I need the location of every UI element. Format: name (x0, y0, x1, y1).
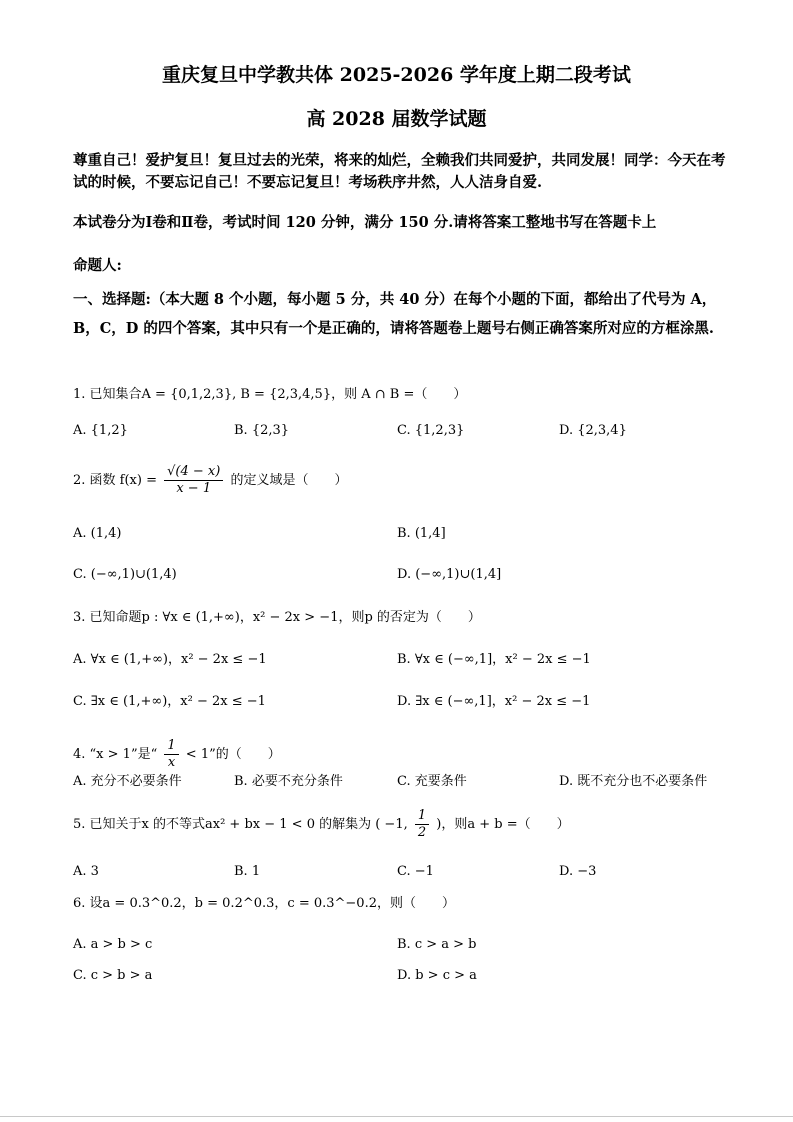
question-2-stem-post: 的定义域是（ ） (230, 473, 348, 488)
question-5-option-c: C. −1 (397, 864, 434, 879)
question-2-stem-pre: 2. 函数 f(x) = (73, 473, 157, 488)
fraction-denominator: x (167, 755, 176, 770)
question-4-option-b: B. 必要不充分条件 (234, 774, 343, 789)
question-6-option-d: D. b > c > a (397, 968, 477, 983)
section-header: 一、选择题:（本大题 8 个小题，每小题 5 分，共 40 分）在每个小题的下面，都给出了代号为 A，B，C，D 的四个答案，其中只有一个是正确的，请将答题卷上题号右侧正确答案所对应的方框涂黑. (73, 291, 717, 337)
question-3-option-b: B. ∀x ∈ (−∞,1]，x² − 2x ≤ −1 (397, 652, 591, 667)
question-2-fraction (164, 464, 223, 497)
fraction-denominator: 2 (417, 825, 427, 840)
question-2-option-d: D. (−∞,1)∪(1,4] (397, 567, 502, 582)
question-4-option-d: D. 既不充分也不必要条件 (559, 774, 708, 789)
fraction-denominator: x − 1 (176, 481, 212, 496)
question-6-option-a: A. a > b > c (73, 937, 153, 952)
question-1-option-d: D. {2,3,4} (559, 423, 627, 438)
intro-instructions: 本试卷分为Ⅰ卷和Ⅱ卷，考试时间 120 分钟，满分 150 分.请将答案工整地书写在答题卡上 (73, 214, 657, 231)
question-3-stem: 3. 已知命题p : ∀x ∈ (1,+∞)，x² − 2x > −1，则p 的否定为（ ） (73, 610, 481, 625)
question-3-option-a: A. ∀x ∈ (1,+∞)，x² − 2x ≤ −1 (73, 652, 267, 667)
question-4-option-c: C. 充要条件 (397, 774, 467, 789)
question-1-stem: 1. 已知集合A = {0,1,2,3}, B = {2,3,4,5}，则 A ∩ B =（ ） (73, 387, 467, 402)
question-1-option-c: C. {1,2,3} (397, 423, 465, 438)
question-6-option-b: B. c > a > b (397, 937, 477, 952)
exam-title: 重庆复旦中学教共体 2025-2026 学年度上期二段考试 (162, 64, 631, 86)
question-2-option-a: A. (1,4) (73, 526, 122, 541)
question-4-stem-post: < 1”的（ ） (185, 747, 281, 762)
question-1-option-a: A. {1,2} (73, 423, 128, 438)
question-4-stem (73, 738, 733, 771)
question-5-option-a: A. 3 (73, 864, 99, 879)
question-3-option-c: C. ∃x ∈ (1,+∞)，x² − 2x ≤ −1 (73, 694, 266, 709)
question-5-option-d: D. −3 (559, 864, 597, 879)
intro-motto: 尊重自己！爱护复旦！复旦过去的光荣，将来的灿烂，全赖我们共同爱护，共同发展！同学：今天在考试的时候，不要忘记自己！不要忘记复旦！考场秩序井然，人人洁身自爱. (73, 152, 726, 191)
fraction-numerator: 1 (164, 738, 178, 755)
question-4-option-a: A. 充分不必要条件 (73, 774, 182, 789)
author-label: 命题人: (73, 257, 122, 274)
question-2-option-c: C. (−∞,1)∪(1,4) (73, 567, 177, 582)
fraction-numerator: √(4 − x) (164, 464, 223, 481)
question-2-option-b: B. (1,4] (397, 526, 446, 541)
fraction-numerator: 1 (415, 808, 429, 825)
question-3-option-d: D. ∃x ∈ (−∞,1]，x² − 2x ≤ −1 (397, 694, 591, 709)
question-1-option-b: B. {2,3} (234, 423, 290, 438)
question-5-fraction (415, 808, 429, 841)
exam-subtitle: 高 2028 届数学试题 (306, 108, 487, 130)
question-5-stem-post: )，则a + b =（ ） (436, 817, 570, 832)
question-5-option-b: B. 1 (234, 864, 261, 879)
question-5-stem (73, 808, 733, 841)
question-4-fraction (164, 738, 178, 771)
question-2-stem (73, 464, 733, 497)
question-4-stem-pre: 4. “x > 1”是“ (73, 747, 158, 762)
question-6-option-c: C. c > b > a (73, 968, 153, 983)
question-6-stem: 6. 设a = 0.3^0.2，b = 0.2^0.3，c = 0.3^−0.2，则（ ） (73, 896, 455, 911)
question-5-stem-pre: 5. 已知关于x 的不等式ax² + bx − 1 < 0 的解集为 ( −1, (73, 817, 408, 832)
page-bottom-divider (0, 1116, 793, 1117)
